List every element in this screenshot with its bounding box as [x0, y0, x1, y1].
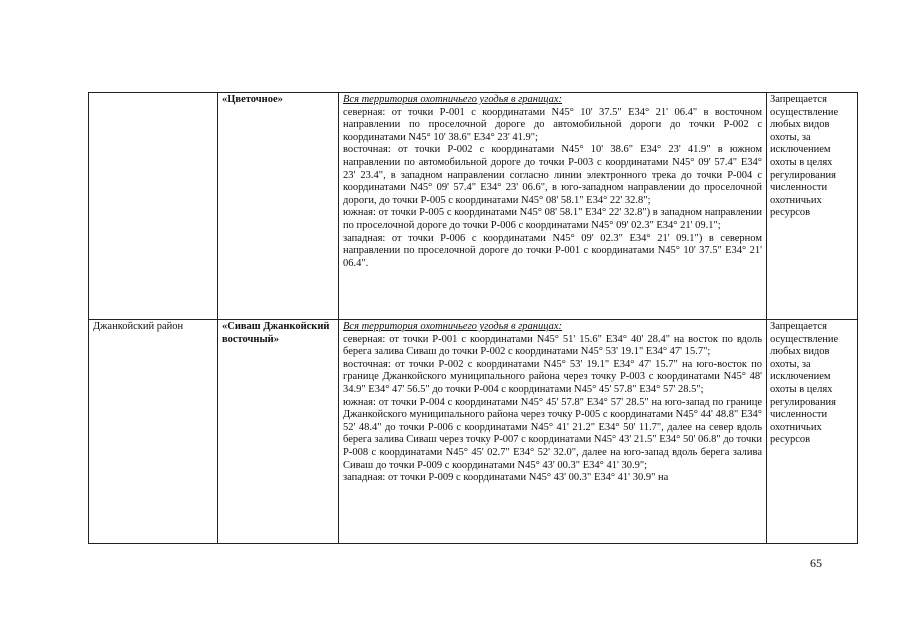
boundary-north: северная: от точки P-001 с координатами N45° 10' 37.5" E34° 21' 06.4" в восточном направлении по проселочной дороге до автомобильной дороги до точки P-002 с координатами N45° 10' 38.6" E34° 23' 41.9";: [343, 106, 762, 143]
boundary-header: Вся территория охотничьего угодья в границах:: [343, 321, 563, 332]
boundary-south: южная: от точки P-005 с координатами N45° 08' 58.1" E34° 22' 32.8") в западном направлении по проселочной дороге до точки P-006 с координатами N45° 09' 02.3" E34° 21' 09.1";: [343, 207, 762, 231]
district-cell: Джанкойский район: [89, 320, 218, 544]
hunting-ground-name: «Цветочное»: [218, 93, 339, 320]
boundary-west: западная: от точки P-006 с координатами N45° 09' 02.3" E34° 21' 09.1") в северном направлении по проселочной дороге до точки P-001 с координатами N45° 10' 37.5" E34° 21' 06.4".: [343, 232, 762, 269]
boundary-west: западная: от точки P-009 с координатами N45° 43' 00.3" E34° 41' 30.9" на: [343, 472, 669, 484]
hunting-ground-name: «Сиваш Джанкойский восточный»: [218, 320, 339, 544]
hunting-rule: Запрещается осуществление любых видов охоты, за исключением охоты в целях регулирования численности охотничьих ресурсов: [767, 93, 858, 320]
table-row: [89, 320, 858, 544]
boundary-north: северная: от точки P-001 с координатами N45° 51' 15.6" E34° 40' 28.4" на восток по вдоль берега залива Сиваш до точки P-002 с координатами N45° 53' 19.1" E34° 47' 15.7";: [343, 333, 762, 358]
district-cell: [89, 93, 218, 320]
boundary-description: [339, 93, 767, 320]
boundary-description: [339, 320, 767, 544]
hunting-grounds-table: [88, 92, 858, 544]
table-row: [89, 93, 858, 320]
boundary-east: восточная: от точки P-002 с координатами N45° 10' 38.6" E34° 23' 41.9" в южном направлении по автомобильной дороге до точки P-003 с координатами N45° 09' 57.4" E34° 23' 23.4", в западном направлении согласно линии электронного трека до точки P-004 с координатами N45° 09' 57.4" E34° 23' 06.6", в юго-западном направлении до проселочной дороги, до точки P-005 с координатами N45° 08' 58.1" E34° 22' 32.8";: [343, 144, 762, 206]
boundary-south: южная: от точки P-004 с координатами N45° 45' 57.8" E34° 57' 28.5" на юго-запад по границе Джанкойского муниципального района через точку P-005 с координатами N45° 44' 48.8" E34° 52' 48.4" до точки P-006 с координатами N45° 41' 21.2" E34° 50' 11.7", далее на север вдоль берега залива Сиваш через точку P-007 с координатами N45° 43' 21.5" E34° 50' 06.8" до точки P-008 с координатами N45° 45' 02.7" E34° 52' 32.0", далее на юго-запад вдоль берега залива Сиваш до точки P-009 с координатами N45° 43' 00.3" E34° 41' 30.9";: [343, 396, 762, 471]
boundary-header: Вся территория охотничьего угодья в границах:: [343, 94, 563, 105]
boundary-east: восточная: от точки P-002 с координатами N45° 53' 19.1" E34° 47' 15.7" на юго-восток по границе Джанкойского муниципального района через точку P-003 с координатами N45° 48' 34.9" E34° 47' 56.5" до точки P-004 с координатами N45° 45' 57.8" E34° 57' 28.5";: [343, 358, 762, 395]
hunting-rule: Запрещается осуществление любых видов охоты, за исключением охоты в целях регулирования численности охотничьих ресурсов: [767, 320, 858, 544]
page-number: 65: [810, 556, 822, 570]
